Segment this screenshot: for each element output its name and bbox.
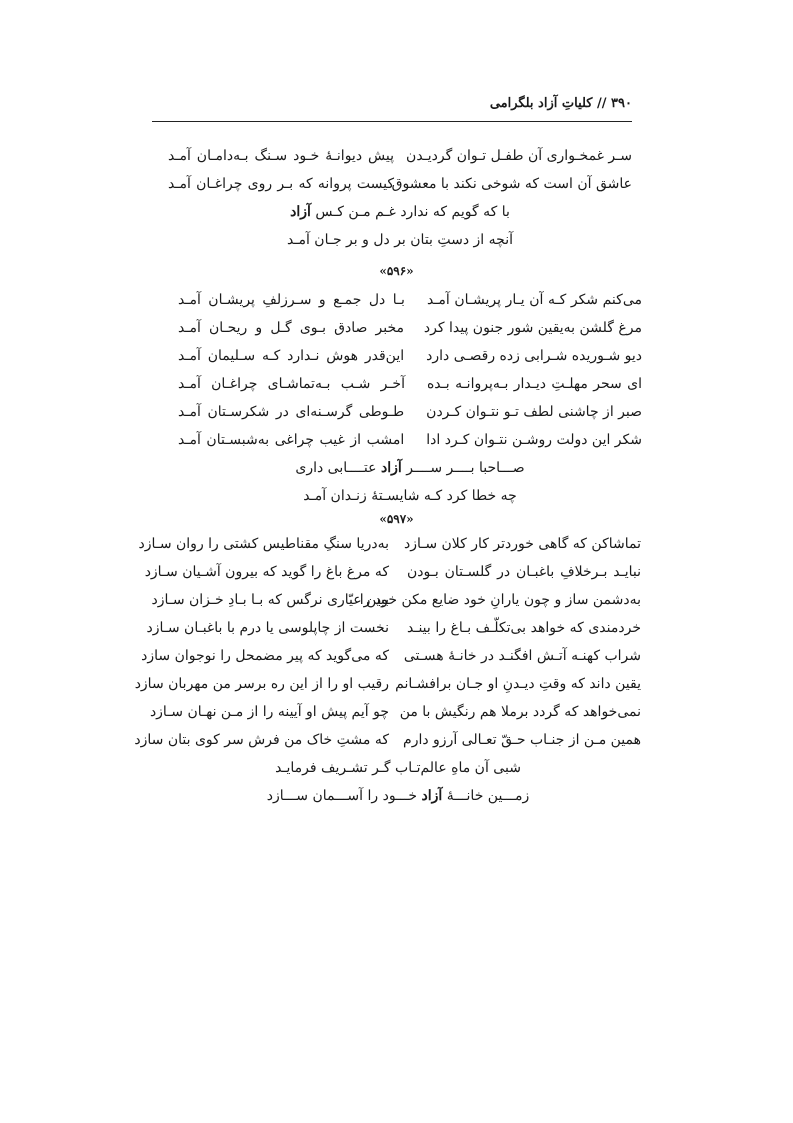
hemistich-second: که مرغ باغ را گوید که بیرون آشـیان سـازد [144, 564, 389, 580]
hemistich-first: عاشق آن است که شوخی نکند با معشوق [391, 176, 632, 192]
hemistich-second: به‌دریا سنگِ مقناطیس کشتی را روان سـازد [138, 536, 389, 552]
hemistich-second: آخـر شـب بـه‌تماشـای چراغـان آمـد [178, 376, 405, 392]
hemistich-first: مرغ گلشن به‌یقین شور جنون پیدا کرد [423, 320, 642, 336]
couplet [178, 370, 642, 398]
hemistich-second: این‌قدر هوش نـدارد کـه سـلیمان آمـد [178, 348, 405, 364]
couplet [168, 170, 632, 198]
couplet [149, 698, 641, 726]
pen-name: آزاد [421, 788, 443, 804]
hemistich-second: رقیب او را از این ره برسر من مهربان سازد [134, 676, 389, 692]
couplet [178, 342, 642, 370]
hemistich-second: مخبر صادق بـوی گـل و ریحـان آمـد [178, 320, 404, 336]
pen-name: آزاد [380, 460, 402, 476]
hemistich-second: کیست پروانه که بـر روی چراغـان آمـد [168, 176, 394, 192]
hemistich-first: سـر غمخـواری آن طفـل تـوان گردیـدن [406, 148, 632, 164]
header-rule [152, 121, 632, 122]
final-couplet-line-1 [168, 198, 632, 226]
hemistich-first: دیو شـوریده شـرابی زده رقصـی دارد [426, 348, 642, 364]
couplet [138, 530, 641, 558]
couplet [178, 398, 642, 426]
couplet [134, 670, 641, 698]
pen-name: آزاد [290, 204, 311, 220]
poem-number: «۵۹۷» [379, 512, 414, 526]
hemistich-second: بـا دل جمـع و سـرزلفِ پریشـان آمـد [178, 292, 405, 308]
running-header: ۳۹۰ // کلیاتِ آزاد بلگرامی [489, 96, 632, 111]
final-couplet-line-2 [155, 782, 641, 810]
couplet [144, 558, 641, 586]
hemistich-second: که مشتِ خاک من فرش سر کوی بتان سازد [134, 732, 389, 748]
couplet [141, 642, 641, 670]
hemistich-first: صبر از چاشنی لطف تـو نتـوان کـردن [426, 404, 642, 420]
hemistich-first: خردمندی که خواهد بی‌تکلّـف بـاغ را بینـد [407, 620, 641, 636]
couplet [134, 726, 641, 754]
poem-number: «۵۹۶» [379, 264, 414, 278]
hemistich-first: همین مـن از جنـاب حـقّ تعـالی آرزو دارم [403, 732, 641, 748]
hemistich-second: ببین عیّاری نرگس که بـا بـادِ خـزان سـازد [151, 592, 389, 608]
final-text: خـــود را آســـمان ســـازد [266, 788, 418, 804]
hemistich-first: نمی‌خواهد که گردد برملا هم رنگیش با من [399, 704, 641, 720]
couplet [151, 586, 641, 614]
couplet [168, 142, 632, 170]
hemistich-second: چو آیم پیش او آیینه را از مـن نهـان سـازد [149, 704, 389, 720]
hemistich-second: امشب از غیب چراغی به‌شبسـتان آمـد [178, 432, 405, 448]
hemistich-second: که می‌گوید که پیر مضمحل را نوجوان سازد [141, 648, 389, 664]
final-couplet-line-2: چه خطا کرد کـه شایسـتهٔ زنـدان آمـد [303, 488, 517, 504]
couplet [178, 286, 642, 314]
ghazal-596 [178, 286, 642, 510]
hemistich-first: تماشاکن که گاهی خوردتر کار کلان سـازد [403, 536, 641, 552]
couplet [178, 314, 642, 342]
hemistich-first: ای سحر مهلـتِ دیـدار بـه‌پروانـه بـده [426, 376, 642, 392]
hemistich-first: شراب کهنـه آتـش افگنـد در خانـهٔ هسـتی [403, 648, 641, 664]
hemistich-second: پیش دیوانـهٔ خـود سـنگ بـه‌دامـان آمـد [168, 148, 394, 164]
final-text: با که گویم که ندارد غـم مـن کـس [315, 204, 510, 220]
hemistich-first: شکر این دولت روشـن نتـوان کـرد ادا [426, 432, 642, 448]
final-text: عتــــابی داری [295, 460, 377, 476]
ghazal-597 [134, 530, 641, 810]
hemistich-second: طـوطی گرسـنه‌ای در شکرسـتان آمـد [178, 404, 405, 420]
hemistich-first: می‌کنم شکر کـه آن یـار پریشـان آمـد [426, 292, 642, 308]
ghazal-continuation [168, 142, 632, 254]
final-couplet-line-1 [178, 454, 642, 482]
hemistich-first: نبایـد بـرخلافِ باغبـان در گلسـتان بـودن [407, 564, 641, 580]
final-text: زمـــین خانـــهٔ [446, 788, 530, 804]
final-couplet-line-1: شبی آن ماهِ عالم‌تـاب گـر تشـریف فرمایـد [275, 760, 521, 776]
final-couplet-line-2: آنچه از دستِ بتان بر دل و بر جـان آمـد [287, 232, 513, 248]
hemistich-first: یقین داند که وقتِ دیـدنِ او جـان برافشـانم [395, 676, 641, 692]
couplet [146, 614, 641, 642]
hemistich-first: به‌دشمن ساز و چون یارانِ خود ضایع مکن خود را [359, 592, 641, 608]
final-text: صـــاحبا بــــر ســــر [406, 460, 525, 476]
couplet [178, 426, 642, 454]
hemistich-second: نخست از چاپلوسی یا درم با باغبـان سـازد [146, 620, 389, 636]
